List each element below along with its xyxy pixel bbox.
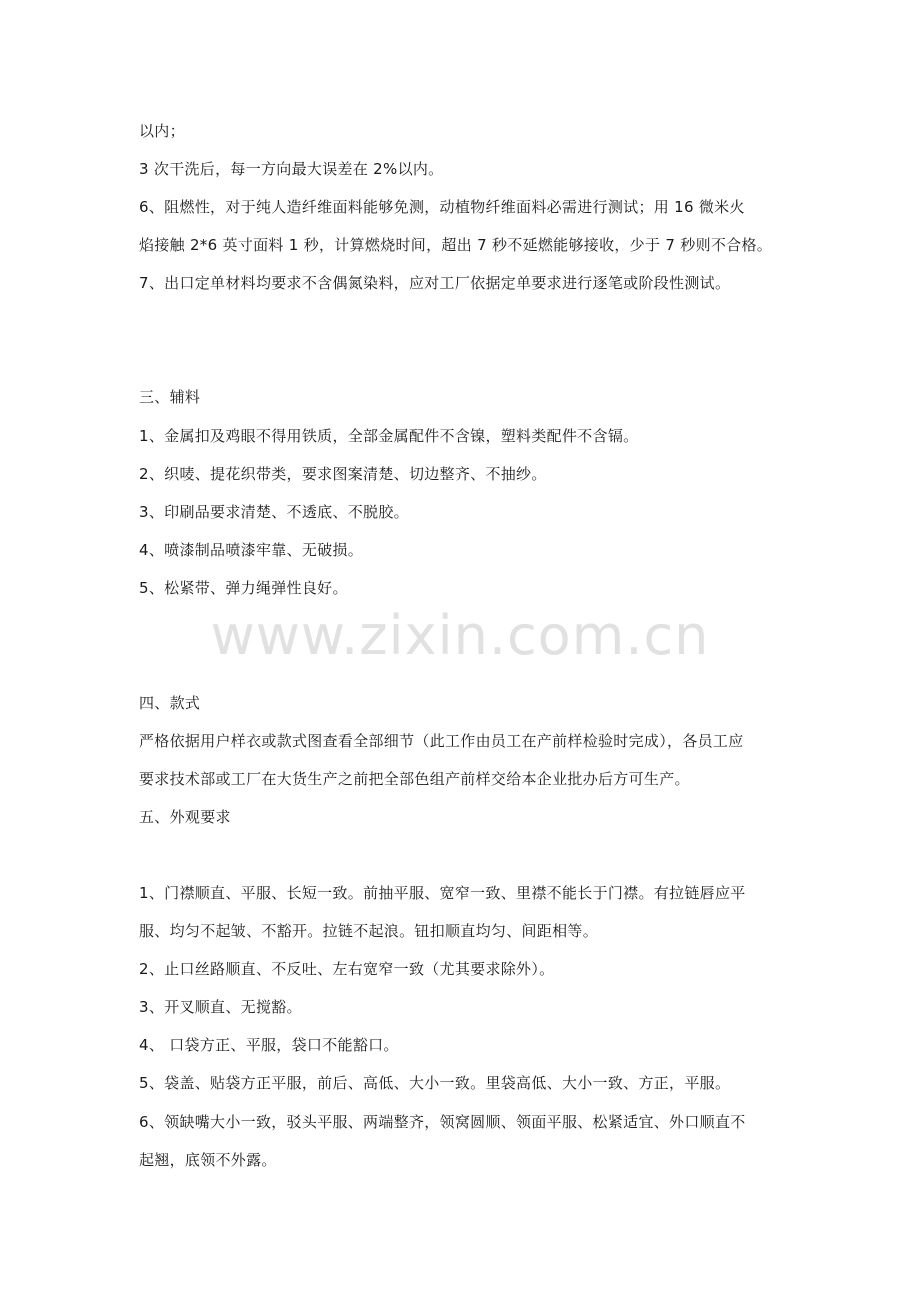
text-line: 2、止口丝路顺直、不反吐、左右宽窄一致（尤其要求除外）。	[139, 960, 555, 978]
text-line: 4、 口袋方正、平服，袋口不能豁口。	[139, 1036, 399, 1054]
text-line: 1、金属扣及鸡眼不得用铁质，全部金属配件不含镍，塑料类配件不含镉。	[139, 427, 639, 445]
text-line: 1、门襟顺直、平服、长短一致。前抽平服、宽窄一致、里襟不能长于门襟。有拉链唇应平	[139, 884, 746, 902]
text-line: 3、开叉顺直、无搅豁。	[139, 998, 302, 1016]
watermark: www.zixin.com.cn	[210, 604, 710, 667]
text-line: 2、织唛、提花织带类，要求图案清楚、切边整齐、不抽纱。	[139, 465, 547, 483]
text-line: 5、松紧带、弹力绳弹性良好。	[139, 579, 348, 597]
text-line: 服、均匀不起皱、不豁开。拉链不起浪。钮扣顺直均匀、间距相等。	[139, 922, 599, 940]
text-line: 以内；	[139, 122, 185, 140]
section-heading: 五、外观要求	[139, 808, 231, 826]
text-line: 6、领缺嘴大小一致，驳头平服、两端整齐，领窝圆顺、领面平服、松紧适宜、外口顺直不	[139, 1113, 746, 1131]
text-line: 起翘，底领不外露。	[139, 1151, 277, 1169]
text-line: 5、袋盖、贴袋方正平服，前后、高低、大小一致。里袋高低、大小一致、方正，平服。	[139, 1074, 731, 1092]
text-line: 要求技术部或工厂在大货生产之前把全部色组产前样交给本企业批办后方可生产。	[139, 770, 690, 788]
text-line: 6、阻燃性，对于纯人造纤维面料能够免测，动植物纤维面料必需进行测试；用 16 微米火	[139, 198, 745, 216]
text-line: 7、出口定单材料均要求不含偶氮染料，应对工厂依据定单要求进行逐笔或阶段性测试。	[139, 274, 731, 292]
section-heading: 四、款式	[139, 694, 201, 712]
text-line: 严格依据用户样衣或款式图查看全部细节（此工作由员工在产前样检验时完成），各员工应	[139, 732, 744, 750]
section-heading: 三、辅料	[139, 388, 201, 406]
text-line: 3 次干洗后，每一方向最大误差在 2%以内。	[139, 160, 444, 178]
text-line: 3、印刷品要求清楚、不透底、不脱胶。	[139, 503, 409, 521]
text-line: 4、喷漆制品喷漆牢靠、无破损。	[139, 541, 364, 559]
text-line: 焰接触 2*6 英寸面料 1 秒，计算燃烧时间，超出 7 秒不延燃能够接收，少于 7 秒则不合格。	[139, 236, 773, 254]
